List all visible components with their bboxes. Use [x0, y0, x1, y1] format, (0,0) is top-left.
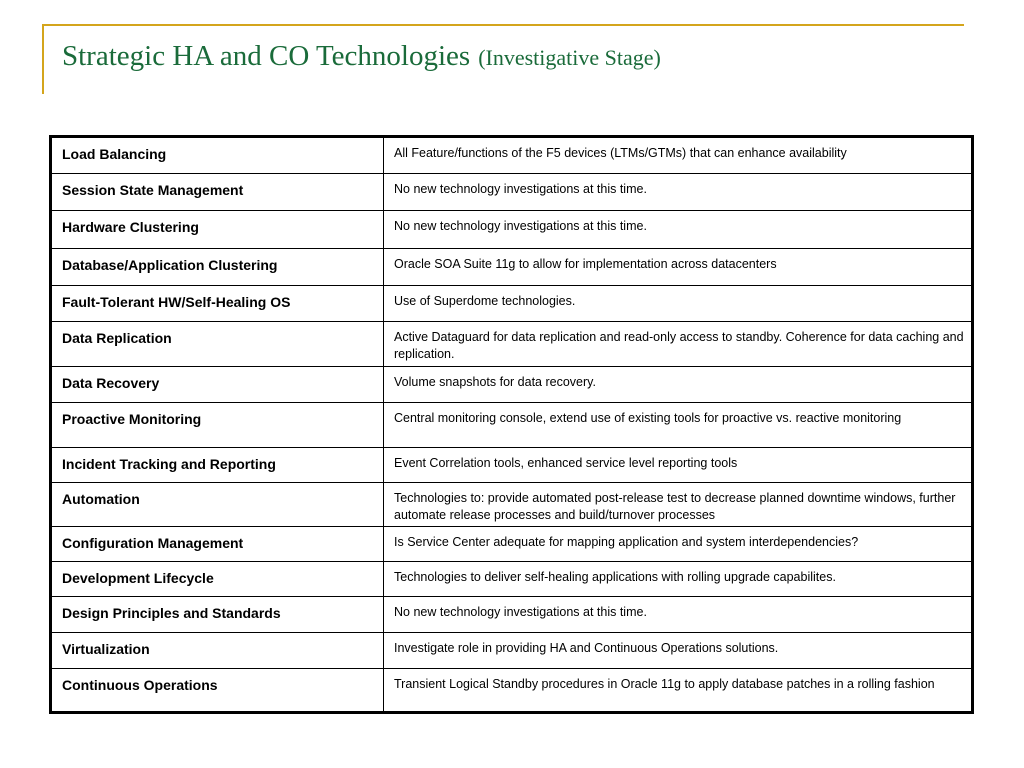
- table-row: [51, 597, 973, 633]
- description-cell: Use of Superdome technologies.: [384, 286, 973, 322]
- description-cell: No new technology investigations at this time.: [384, 597, 973, 633]
- description-cell: Oracle SOA Suite 11g to allow for implementation across datacenters: [384, 249, 973, 286]
- table-row: [51, 249, 973, 286]
- description-cell: All Feature/functions of the F5 devices (LTMs/GTMs) that can enhance availability: [384, 137, 973, 174]
- technology-cell: Hardware Clustering: [51, 211, 384, 249]
- technology-cell: Incident Tracking and Reporting: [51, 448, 384, 483]
- description-cell: Central monitoring console, extend use of existing tools for proactive vs. reactive monitoring: [384, 403, 973, 448]
- slide-title-sub: (Investigative Stage): [478, 45, 661, 70]
- table-row: [51, 286, 973, 322]
- technologies-table: [49, 135, 974, 714]
- slide-title: [62, 36, 661, 73]
- table-row: [51, 633, 973, 669]
- description-cell: No new technology investigations at this time.: [384, 211, 973, 249]
- table-row: [51, 483, 973, 527]
- technology-cell: Development Lifecycle: [51, 562, 384, 597]
- table-row: [51, 669, 973, 713]
- table-row: [51, 137, 973, 174]
- description-cell: Technologies to deliver self-healing applications with rolling upgrade capabilites.: [384, 562, 973, 597]
- description-cell: Active Dataguard for data replication and read-only access to standby. Coherence for data caching and replication.: [384, 322, 973, 367]
- description-cell: Volume snapshots for data recovery.: [384, 367, 973, 403]
- technology-cell: Data Recovery: [51, 367, 384, 403]
- title-accent-horizontal: [42, 24, 964, 26]
- technology-cell: Data Replication: [51, 322, 384, 367]
- table-row: [51, 322, 973, 367]
- table-row: [51, 174, 973, 211]
- table-row: [51, 403, 973, 448]
- table-row: [51, 367, 973, 403]
- slide-title-main: Strategic HA and CO Technologies: [62, 40, 471, 72]
- technology-cell: Proactive Monitoring: [51, 403, 384, 448]
- technology-cell: Database/Application Clustering: [51, 249, 384, 286]
- description-cell: Event Correlation tools, enhanced service level reporting tools: [384, 448, 973, 483]
- title-accent-vertical: [42, 24, 44, 94]
- description-cell: Is Service Center adequate for mapping application and system interdependencies?: [384, 527, 973, 562]
- technology-cell: Virtualization: [51, 633, 384, 669]
- table-row: [51, 448, 973, 483]
- technology-cell: Session State Management: [51, 174, 384, 211]
- technology-cell: Load Balancing: [51, 137, 384, 174]
- table-row: [51, 562, 973, 597]
- table-row: [51, 527, 973, 562]
- technology-cell: Automation: [51, 483, 384, 527]
- technology-cell: Continuous Operations: [51, 669, 384, 713]
- description-cell: No new technology investigations at this time.: [384, 174, 973, 211]
- technology-cell: Fault-Tolerant HW/Self-Healing OS: [51, 286, 384, 322]
- description-cell: Transient Logical Standby procedures in Oracle 11g to apply database patches in a rolling fashion: [384, 669, 973, 713]
- description-cell: Investigate role in providing HA and Continuous Operations solutions.: [384, 633, 973, 669]
- technology-cell: Design Principles and Standards: [51, 597, 384, 633]
- table-row: [51, 211, 973, 249]
- description-cell: Technologies to: provide automated post-release test to decrease planned downtime windows, further automate release processes and build/turnover processes: [384, 483, 973, 527]
- technology-cell: Configuration Management: [51, 527, 384, 562]
